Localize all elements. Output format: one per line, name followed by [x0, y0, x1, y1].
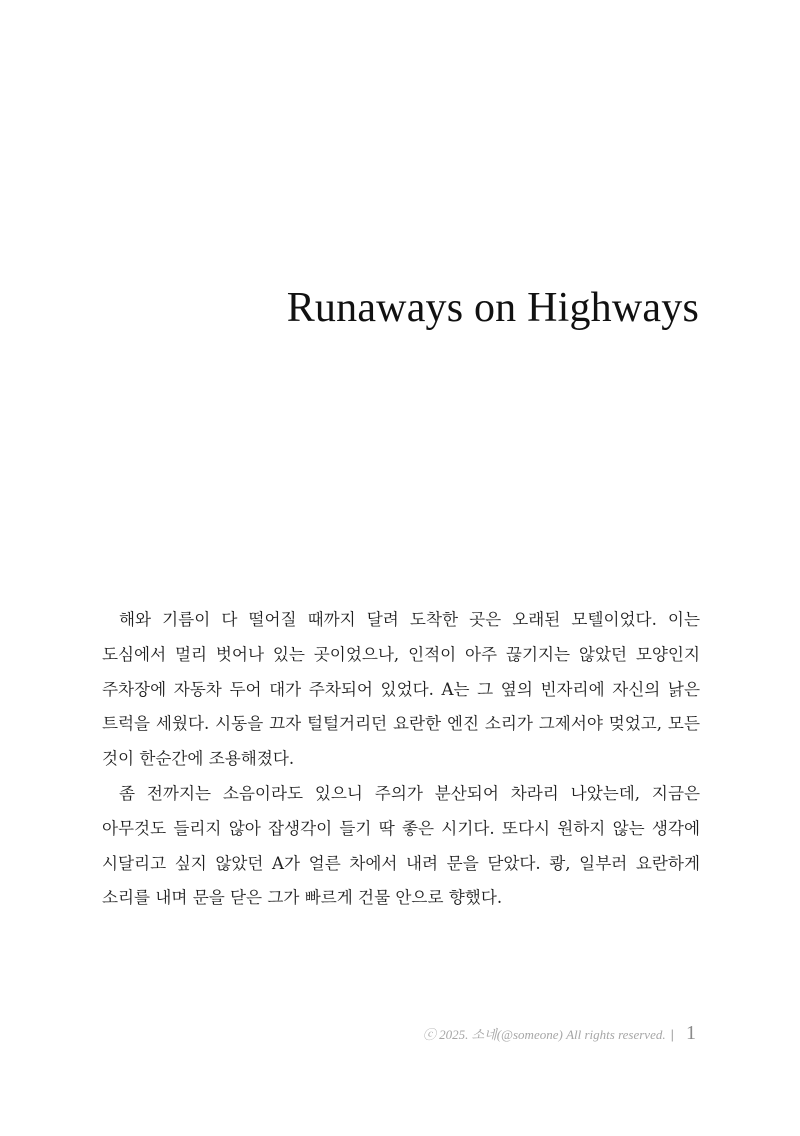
copyright-notice: ⓒ 2025. 소네(@someone) All rights reserved. [422, 1027, 666, 1042]
footer-separator: | [670, 1027, 674, 1042]
paragraph-2: 좀 전까지는 소음이라도 있으니 주의가 분산되어 차라리 나았는데, 지금은 아무것도 들리지 않아 잡생각이 들기 딱 좋은 시기다. 또다시 원하지 않는 생각에 시달리고 싶지 않았던 A가 얼른 차에서 내려 문을 닫았다. 쾅, 일부러 요란하게 소리를 내며 문을 닫은 그가 빠르게 건물 안으로 향했다. [102, 783, 700, 908]
body-text [102, 603, 700, 916]
page-footer [423, 1022, 696, 1045]
page-number: 1 [686, 1022, 696, 1044]
page-title: Runaways on Highways [286, 285, 699, 331]
paragraph-1: 해와 기름이 다 떨어질 때까지 달려 도착한 곳은 오래된 모텔이었다. 이는 도심에서 멀리 벗어나 있는 곳이었으나, 인적이 아주 끊기지는 않았던 모양인지 주차장에 자동차 두어 대가 주차되어 있었다. A는 그 옆의 빈자리에 자신의 낡은 트럭을 세웠다. 시동을 끄자 털털거리던 요란한 엔진 소리가 그제서야 멎었고, 모든 것이 한순간에 조용해졌다. [102, 610, 700, 769]
